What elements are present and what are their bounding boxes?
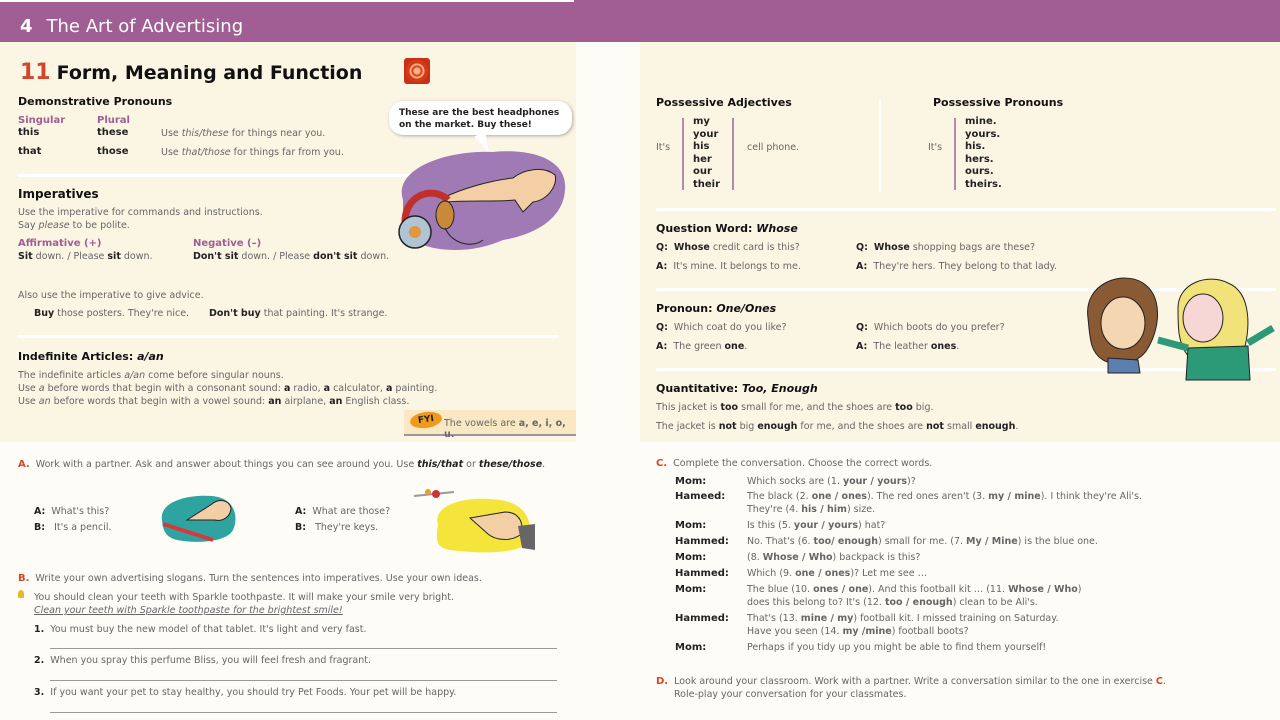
bracket-bar: [732, 118, 734, 190]
keys-pointing-illustration: [410, 480, 535, 555]
lesson-number: 11: [20, 60, 51, 85]
conversation-line: Mom: Is this (5. your / yours) hat?: [675, 520, 886, 531]
exercise-b-item-1: 1. You must buy the new model of that tablet. It's light and very fast.: [34, 624, 367, 635]
answer-line-3[interactable]: [50, 712, 557, 713]
advice-example-2: Don't buy that painting. It's strange.: [209, 308, 388, 319]
speech-bubble: These are the best headphones on the market. Buy these!: [389, 101, 572, 135]
plural-these: these: [97, 127, 129, 138]
quantitative-line2: The jacket is not big enough for me, and the shoes are not small enough.: [656, 421, 1019, 432]
girls-talking-illustration: [1078, 268, 1278, 383]
plural-those: those: [97, 146, 129, 157]
conversation-line: They're (4. his / him) size.: [747, 504, 876, 515]
exercise-b-example-answer: Clean your teeth with Sparkle toothpaste for the brightest smile!: [34, 605, 343, 616]
articles-line1: The indefinite articles a/an come before singular nouns.: [18, 370, 284, 381]
dialog1-a: A: What's this?: [34, 506, 110, 517]
dialog2-a: A: What are those?: [295, 506, 391, 517]
affirmative-example: Sit down. / Please sit down.: [18, 251, 153, 262]
demonstrative-use-near: Use this/these for things near you.: [161, 128, 326, 139]
bracket-bar: [682, 118, 684, 190]
negative-label: Negative (–): [193, 238, 262, 249]
unit-header-band: [0, 2, 574, 42]
quantitative-line1: This jacket is too small for me, and the shoes are too big.: [656, 402, 934, 413]
lightbulb-icon: [18, 590, 24, 598]
conversation-line: Mom: (8. Whose / Who) backpack is this?: [675, 552, 921, 563]
section-title-possessive-adjectives: Possessive Adjectives: [656, 96, 792, 109]
section-title-possessive-pronouns: Possessive Pronouns: [933, 96, 1064, 109]
unit-number: 4: [20, 16, 33, 37]
conversation-line: Mom: The blue (10. ones / one). And this football kit … (11. Whose / Who): [675, 584, 1082, 595]
answer-line-1[interactable]: [50, 648, 557, 649]
fyi-badge: FYI: [409, 410, 443, 430]
ones-a2: A: The leather ones.: [856, 341, 960, 352]
whose-a2: A: They're hers. They belong to that lady.: [856, 261, 1057, 272]
demonstrative-use-far: Use that/those for things far from you.: [161, 147, 344, 158]
section-divider: [656, 208, 1276, 211]
lesson-title-text: Form, Meaning and Function: [56, 62, 363, 84]
right-page: [640, 0, 1280, 720]
section-title-demonstratives: Demonstrative Pronouns: [18, 95, 173, 108]
exercise-b-item-2: 2. When you spray this perfume Bliss, you will feel fresh and fragrant.: [34, 655, 371, 666]
pencil-pointing-illustration: [157, 492, 239, 544]
conversation-line: Mom: Perhaps if you tidy up you might be able to find them yourself!: [675, 642, 1047, 653]
ones-q2: Q: Which boots do you prefer?: [856, 322, 1005, 333]
possessive-pron-prefix: It's: [928, 142, 943, 153]
advice-example-1: Buy those posters. They're nice.: [34, 308, 190, 319]
conversation-line: Hammed: No. That's (6. too/ enough) small for me. (7. My / Mine) is the blue one.: [675, 536, 1098, 547]
articles-line2: Use a before words that begin with a consonant sound: a radio, a calculator, a painting.: [18, 383, 438, 394]
conversation-line: Hammed: Which (9. one / ones)? Let me see …: [675, 568, 928, 579]
conversation-line: does this belong to? It's (12. too / enough) clean to be Ali's.: [747, 597, 1038, 608]
fyi-text: The vowels are a, e, i, o, u.: [444, 418, 566, 440]
bracket-bar: [954, 118, 956, 190]
exercise-b-item-3: 3. If you want your pet to stay healthy, you should try Pet Foods. Your pet will be happy.: [34, 687, 457, 698]
audio-swirl-icon[interactable]: [404, 58, 430, 84]
exercise-d-line1: D. Look around your classroom. Work with a partner. Write a conversation similar to the one in exercise C.: [656, 676, 1166, 687]
possessive-pron-list: mine. yours. his. hers. ours. theirs.: [965, 116, 1002, 190]
whose-q1: Q: Whose credit card is this?: [656, 242, 800, 253]
conversation-line: Hammed: That's (13. mine / my) football kit. I missed training on Saturday.: [675, 613, 1059, 624]
dialog2-b: B: They're keys.: [295, 522, 379, 533]
conversation-line: Have you seen (14. my /mine) football boots?: [747, 626, 969, 637]
one-a1: A: The green one.: [656, 341, 748, 352]
fyi-note: [404, 410, 576, 440]
exercise-c-instruction: C. Complete the conversation. Choose the correct words.: [656, 458, 933, 469]
unit-title-text: The Art of Advertising: [46, 16, 244, 37]
exercise-d-line2: Role-play your conversation for your classmates.: [674, 689, 907, 700]
possessive-adj-list: my your his her our their: [693, 116, 721, 190]
singular-that: that: [18, 146, 42, 157]
column-divider: [879, 100, 881, 192]
lesson-title: [20, 60, 362, 85]
whose-a1: A: It's mine. It belongs to me.: [656, 261, 801, 272]
section-title-quantitative: Quantitative: Too, Enough: [656, 382, 818, 395]
imperatives-line1: Use the imperative for commands and instructions.: [18, 207, 263, 218]
whose-q2: Q: Whose shopping bags are these?: [856, 242, 1036, 253]
section-divider: [18, 335, 558, 338]
exercise-b-example: You should clean your teeth with Sparkle toothpaste. It will make your smile very bright.: [34, 592, 454, 603]
conversation-line: Mom: Which socks are (1. your / yours)?: [675, 476, 916, 487]
possessive-adj-suffix: cell phone.: [747, 142, 800, 153]
articles-line3: Use an before words that begin with a vowel sound: an airplane, an English class.: [18, 396, 410, 407]
affirmative-label: Affirmative (+): [18, 238, 102, 249]
col-plural-label: Plural: [97, 115, 130, 126]
dialog1-b: B: It's a pencil.: [34, 522, 112, 533]
exercise-b-instruction: B. Write your own advertising slogans. Turn the sentences into imperatives. Use your own ideas.: [18, 573, 482, 584]
negative-example: Don't sit down. / Please don't sit down.: [193, 251, 390, 262]
section-title-articles: Indefinite Articles: a/an: [18, 350, 164, 363]
section-title-whose: Question Word: Whose: [656, 222, 798, 235]
imperatives-line2: Say please to be polite.: [18, 220, 130, 231]
advice-intro: Also use the imperative to give advice.: [18, 290, 204, 301]
possessive-adj-prefix: It's: [656, 142, 671, 153]
conversation-line: Hameed: The black (2. one / ones). The red ones aren't (3. my / mine). I think they're Ali's.: [675, 491, 1142, 502]
col-singular-label: Singular: [18, 115, 66, 126]
unit-title: [20, 16, 243, 37]
section-title-imperatives: Imperatives: [18, 187, 99, 201]
section-title-one-ones: Pronoun: One/Ones: [656, 302, 777, 315]
headphones-illustration: [383, 140, 573, 260]
header-band-right: [574, 0, 1280, 42]
one-q1: Q: Which coat do you like?: [656, 322, 787, 333]
answer-line-2[interactable]: [50, 680, 557, 681]
singular-this: this: [18, 127, 40, 138]
exercise-a-instruction: A. Work with a partner. Ask and answer about things you can see around you. Use this/that or these/those.: [18, 459, 546, 470]
